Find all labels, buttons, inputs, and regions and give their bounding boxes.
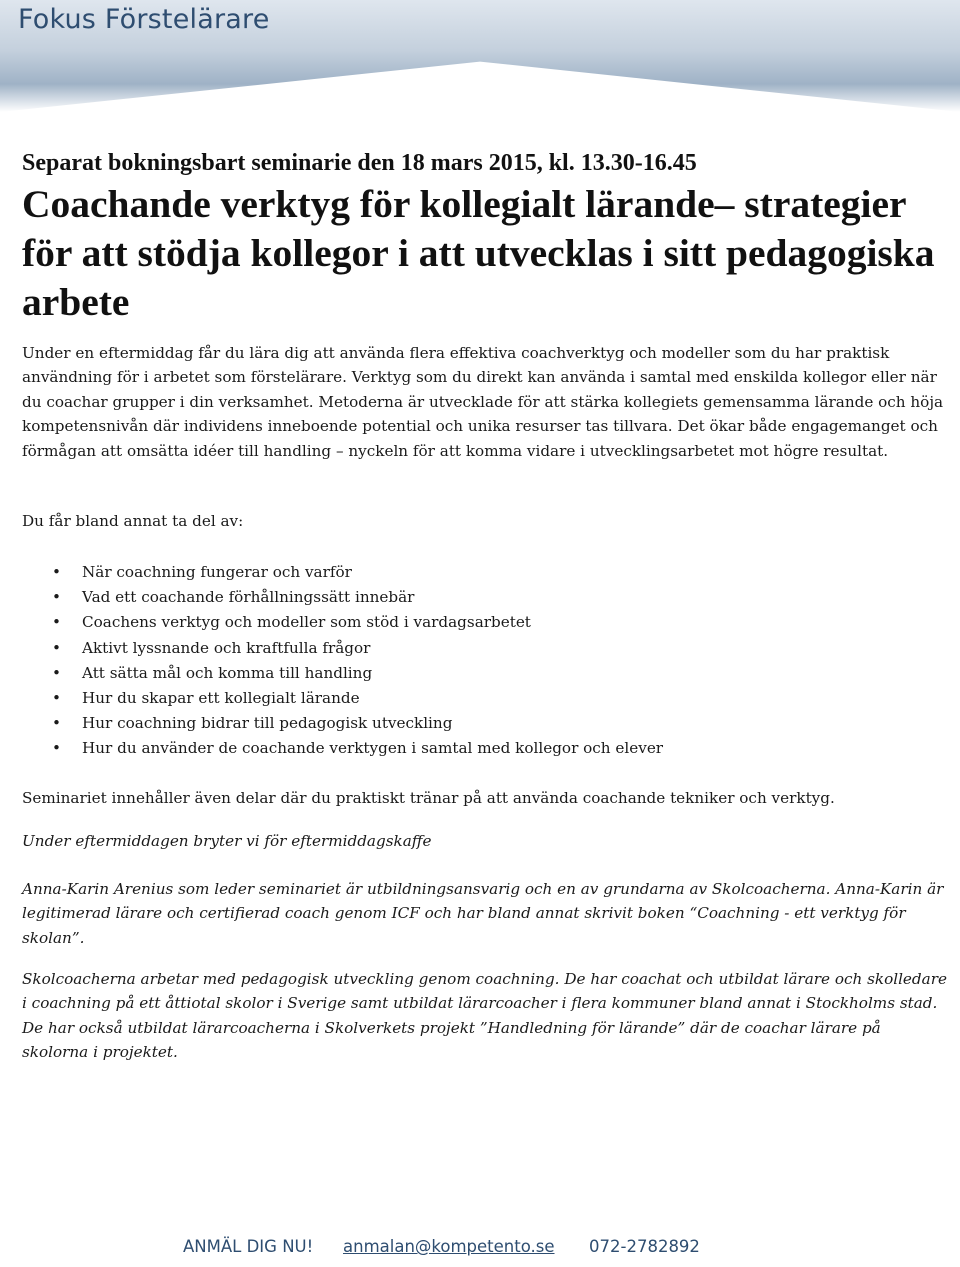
header-title: Fokus Förstelärare [18, 4, 270, 35]
register-cta: ANMÄL DIG NU! [183, 1237, 314, 1256]
seminar-date-subtitle: Separat bokningsbart seminarie den 18 mars 2015, kl. 13.30-16.45 [22, 150, 697, 176]
list-item: • Att sätta mål och komma till handling [22, 661, 663, 686]
list-item: • Hur du skapar ett kollegialt lärande [22, 686, 663, 711]
list-item: • Hur du använder de coachande verktygen i samtal med kollegor och elever [22, 736, 663, 761]
phone-number: 072-2782892 [589, 1237, 700, 1256]
organization-bio: Skolcoacherna arbetar med pedagogisk utveckling genom coachning. De har coachat och utbildat lärare och skolledare i coachning på ett åttiotal skolor i Sverige samt utbildat lärarcoacher i flera kommuner bland annat i Stockholms stad. De har också utbildat lärarcoacherna i Skolverkets projekt ”Handledning för lärande” där de coachar lärare på skolorna i projektet. [22, 970, 947, 1062]
list-item: • Vad ett coachande förhållningssätt innebär [22, 585, 663, 610]
closing-paragraph: Seminariet innehåller även delar där du praktiskt tränar på att använda coachande tekniker och verktyg. [22, 789, 835, 807]
list-item: • Coachens verktyg och modeller som stöd i vardagsarbetet [22, 610, 663, 635]
intro-paragraph: Under en eftermiddag får du lära dig att använda flera effektiva coachverktyg och modeller som du har praktisk användning för i arbetet som förstelärare. Verktyg som du direkt kan använda i samtal med enskilda kollegor eller när du coachar grupper i din verksamhet. Metoderna är utvecklade för att stärka kollegiets gemensamma lärande och höja kompetensnivån där individens inneboende potential och unika resurser tas tillvara. Det ökar både engagemanget och förmågan att omsätta idéer till handling – nyckeln för att komma vidare i utvecklingsarbetet mot högre resultat. [22, 344, 944, 460]
break-note: Under eftermiddagen bryter vi för eftermiddagskaffe [22, 832, 432, 850]
bullets-lead: Du får bland annat ta del av: [22, 512, 244, 530]
main-title: Coachande verktyg för kollegialt lärande– strategier för att stödja kollegor i att utvecklas i sitt pedagogiska arbete [22, 182, 935, 324]
presenter-bio: Anna-Karin Arenius som leder seminariet är utbildningsansvarig och en av grundarna av Skolcoacherna. Anna-Karin är legitimerad lärare och certifierad coach genom ICF och har bland annat skrivit boken “Coachning - ett verktyg för skolan”. [22, 880, 944, 947]
list-item: • Hur coachning bidrar till pedagogisk utveckling [22, 711, 663, 736]
topic-list [22, 560, 663, 762]
list-item: • När coachning fungerar och varför [22, 560, 663, 585]
list-item: • Aktivt lyssnande och kraftfulla frågor [22, 636, 663, 661]
email-link[interactable]: anmalan@kompetento.se [343, 1237, 555, 1256]
